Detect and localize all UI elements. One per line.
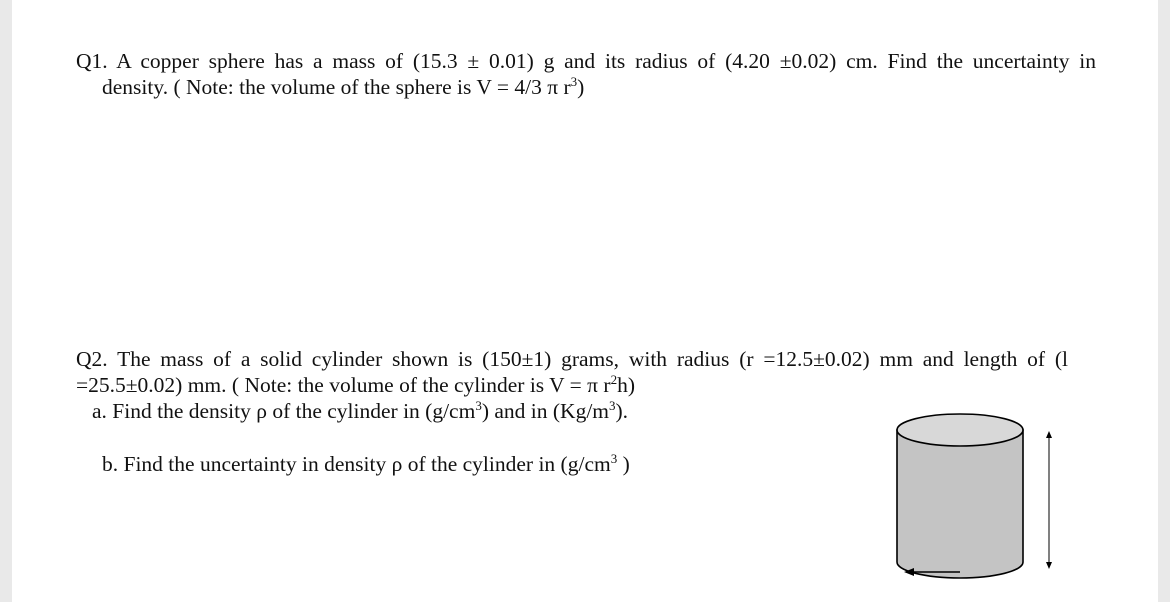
q1-exponent: 3 [570,74,578,89]
q2-text-2-end: h) [617,373,635,397]
q1-text-2: density. ( Note: the volume of the sphere is V = 4/3 π r [102,75,571,99]
cylinder-top [897,414,1023,446]
document-page [12,0,1158,602]
q2-part-a [92,398,628,424]
q2-part-a-exp-1: 3 [475,398,482,413]
cylinder-body [897,430,1023,578]
height-arrow-top [1046,431,1052,438]
q2-part-a-exp-2: 3 [609,398,616,413]
q2-text-1: Q2. The mass of a solid cylinder shown is (150±1) grams, with radius (r =12.5±0.02) mm and length of (l [76,347,1068,371]
height-arrow-bottom [1046,562,1052,569]
q2-part-b-text-end: ) [617,452,630,476]
q2-line-2 [76,372,635,398]
q1-line-2 [102,74,584,100]
q2-part-a-text-mid: ) and in (Kg/m [481,399,610,423]
q2-line-1 [76,346,1068,372]
q2-part-b-text: b. Find the uncertainty in density ρ of the cylinder in (g/cm [102,452,611,476]
q2-part-b-exp: 3 [610,451,618,466]
q2-text-2: =25.5±0.02) mm. ( Note: the volume of the cylinder is V = π r [76,373,611,397]
q2-part-b [102,451,630,477]
q1-text-2-end: ) [577,75,585,99]
q1-text-1: Q1. A copper sphere has a mass of (15.3 ± 0.01) g and its radius of (4.20 ±0.02) cm. Find the uncertainty in [76,49,1096,73]
q2-exponent: 2 [610,372,618,387]
q2-part-a-text: a. Find the density ρ of the cylinder in (g/cm [92,399,476,423]
cylinder-figure [892,412,1062,587]
q1-line-1 [76,48,1096,74]
q2-part-a-text-end: ). [615,399,629,423]
